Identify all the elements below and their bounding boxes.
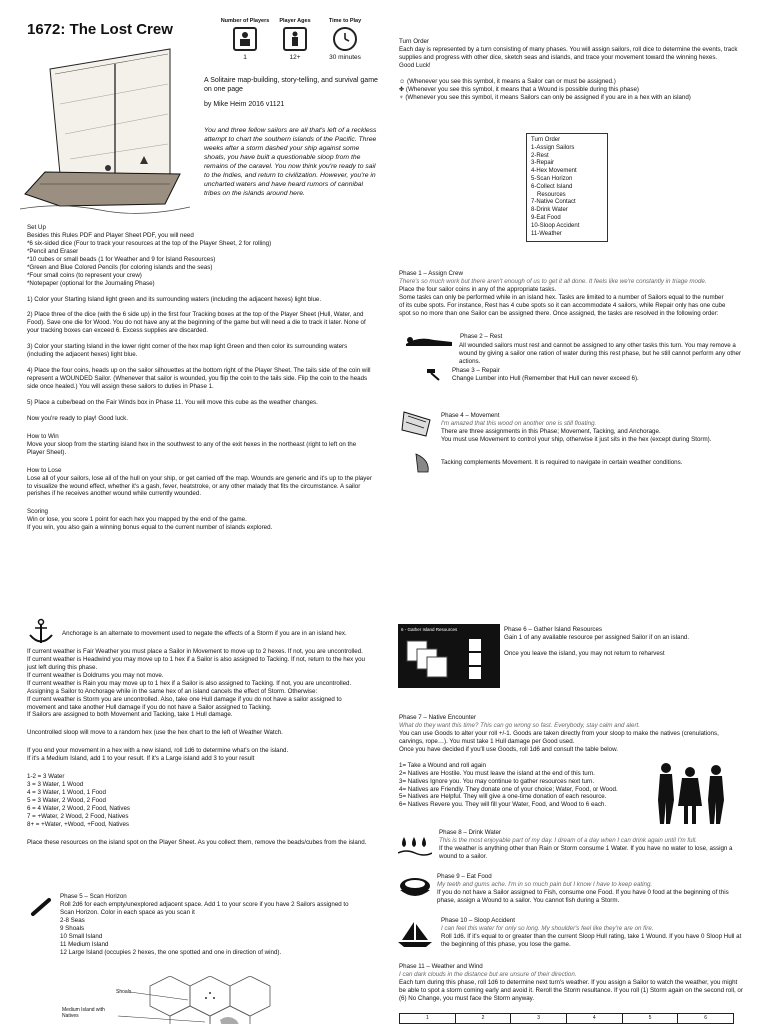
how-to-win: How to Win Move your sloop from the starting island hex in the southwest to any of the exit hexes in the northeast (right to left on the Player Sheet). <box>27 432 357 456</box>
phase-11-body: Each turn during this phase, roll 1d6 to determine next turn's weather. If you assign a Sailor to watch the weather, you might be able to spot a storm coming early and avoid it. Reroll the Storm resultance. If you roll (1) Storm again on the second roll, or (6) No Change, you must face the Storm anyway. <box>399 978 743 1002</box>
phase-2-title: Phase 2 – Rest <box>460 333 503 340</box>
weather-col-3: 3 <box>511 1014 567 1024</box>
setup-step-5: 5) Place a cube/bead on the Fair Winds box in Phase 11. You will move this cube as the weather changes. <box>27 398 318 406</box>
telescope-icon <box>30 895 52 920</box>
phase-1-body: Place the four sailor coins in any of the appropriate tasks. Some tasks can only be performed while in an island hex. Tasks are limited to a number of Sailors equal to the number of its cube spots. For instance, Rest has 4 cube spots so it can accommodate 4 sailors, while Repair only has one cube spot so no more than one Sailor can be assigned there. Once assigned, the tasks are resolved in the following order: <box>399 285 726 317</box>
natives-silhouette-icon <box>654 760 730 829</box>
phase-4-block <box>441 412 741 444</box>
island-resource-table: 1-2 = 3 Water 3 = 3 Water, 1 Wood 4 = 3 Water, 1 Wood, 1 Food 5 = 3 Water, 2 Wood, 2 Food 6 = 4 Water, 2 Wood, 2 Food, Natives 7 = +Water, 2 Wood, 2 Food, Natives 8+ = +Water, +Wood, +Food, Natives <box>27 773 131 828</box>
map-label-medium-island: Medium Island with Natives <box>62 1007 105 1019</box>
hammer-icon <box>426 367 442 384</box>
uncontrolled-rule: Uncontrolled sloop will move to a random hex (use the hex chart to the left of Weather Watch. <box>27 729 283 737</box>
ready-text: Now you're ready to play! Good luck. <box>27 414 128 422</box>
phase-11-block <box>399 963 744 1003</box>
good-luck: Good Luck! <box>399 61 431 69</box>
setup-list: Set Up Besides this Rules PDF and Player Sheet PDF, you will need *6 six-sided dice (Four to track your resources at the top of the Player Sheet, 2 for rolling) *Pencil and Eraser *10 cubes or small beads (1 for Weather and 9 for Island Resources) *Green and Blue Colored Pencils (for coloring islands and the seas) *Four small coins (to represent your crew) *Notepaper (optional for the Journaling Phase) <box>27 224 272 287</box>
phase-6-title: Phase 6 – Gather Island Resources <box>504 626 603 633</box>
tacking-text: Tacking complements Movement. It is required to navigate in certain weather conditions. <box>441 459 683 466</box>
phase-8-title: Phase 8 – Drink Water <box>439 829 502 836</box>
phase-3-title: Phase 3 – Repair <box>452 367 500 374</box>
movement-section <box>27 630 372 849</box>
phase-9-title: Phase 9 – Eat Food <box>437 873 492 880</box>
phase-10-block <box>441 917 744 949</box>
sloop-icon <box>398 920 432 951</box>
meta-time: Time to Play 30 minutes <box>328 18 362 62</box>
page-title: 1672: The Lost Crew <box>27 21 173 38</box>
wound-symbol-legend: ✤ (Whenever you see this symbol, it means that a Wound is possible during this phase) <box>399 85 639 93</box>
phase-2-block <box>460 333 745 341</box>
game-meta <box>220 18 385 62</box>
wound-symbol-icon: ✤ <box>399 85 406 93</box>
sailor-symbol-legend: ☺ (Whenever you see this symbol, it means a Sailor can or must be assigned.) <box>399 77 616 85</box>
how-to-lose: How to Lose Lose all of your sailors, lose all of the hull on your ship, or get carried off the map. Wounds are generic and it's up to the player to visualize the wound effect, whether it's a gash, fever, heatstroke, or any other malady that fits the circumstance. A sailor perishes if he receives another wound while currently wounded. <box>27 466 372 498</box>
turn-order-heading: Turn Order <box>399 38 430 45</box>
anchorage-text: Anchorage is an alternate to movement used to negate the effects of a Storm if you are in an island hex. <box>62 630 347 637</box>
water-drops-icon <box>398 835 432 860</box>
phase-10-body: Roll 1d6. If it's equal to or greater than the current Sloop Hull rating, take 1 Wound. If you have 0 Sloop Hull at the beginning of this phase, you lose the game. <box>441 932 742 948</box>
byline: by Mike Heim 2016 v1121 <box>204 101 285 109</box>
phase-2-body-wrap <box>399 342 744 366</box>
turn-order-body: Each day is represented by a turn consisting of many phases. You will assign sailors, roll dice to determine the events, track supplies and progress with other dice, sketch seas and islands, and trace your movement toward the winning hexes. <box>399 45 738 61</box>
phase-7-body: You can use Goods to alter your roll +/-1. Goods are taken directly from your sloop to make the natives (crenulations, carvings, rope…). You must take 1 Hull damage per Good used. Once you have decided if you'll use Goods, roll 1d6 and consult the table below. <box>399 729 719 753</box>
food-bowl-icon <box>398 876 432 903</box>
weather-rules: If current weather is Fair Weather you must place a Sailor in Movement to move up to 2 hexes. If not, you are uncontrolled. If current weather is Headwind you may move up to 1 hex if a Sailor is also assigned to Tacking. If not, return to the hex you just left during this phase. If current weather is Doldrums you may not move. If current weather is Rain you may move up to 1 hex if a Sailor is also assigned to Tacking. If not, you are uncontrolled. Assigning a Sailor to Anchorage while in the same hex of an island cancels the effect of Storm. Otherwise: If current weather is Storm you are uncontrolled. Also, take one Hull damage if you do not have a sailor assigned to movement and take another Hull damage if you do not have a Sailor assigned to Tacking. If Sailors are assigned to both Movement and Tacking, take 1 Hull damage. <box>27 647 365 719</box>
turn-order-intro <box>399 38 744 102</box>
phase-1-flavor: There's so much work but there aren't enough of us to get it all done. It feels like we're constantly in triage mode. <box>399 277 707 285</box>
phase-3-block <box>452 367 742 383</box>
phase-1-title: Phase 1 – Assign Crew <box>399 270 463 277</box>
phase-5-block: Phase 5 – Scan Horizon Roll 2d6 for each empty/unexplored adjacent space. Add 1 to your score if you have 2 Sailors assigned to Scan Horizon. Color in each space as you scan it 2-8 Seas 9 Shoals 10 Small Island 11 Medium Island 12 Large Island (occupies 2 hexes, the one spotted and one in direction of wind). <box>60 893 360 957</box>
place-resources-text: Place these resources on the island spot on the Player Sheet. As you collect them, remove the beads/cubes from the island. <box>27 838 367 846</box>
hex-map-example <box>60 976 290 1024</box>
phase-7-title: Phase 7 – Native Encounter <box>399 714 477 721</box>
weather-col-2: 2 <box>455 1014 511 1024</box>
turn-order-box: Turn Order 1-Assign Sailors 2-Rest 3-Repair 4-Hex Movement 5-Scan Horizon 6-Collect Island Resources 7-Native Contact 8-Drink Water 9-Eat Food 10-Sloop Accident 11-Weather <box>526 133 608 242</box>
phase-9-flavor: My teeth and gums ache. I'm in so much pain but I know I have to keep eating. <box>437 880 653 888</box>
sail-icon <box>412 452 434 477</box>
native-encounter-table: 1= Take a Wound and roll again 2= Natives are Hostile. You must leave the island at the end of this turn. 3= Natives Ignore you. You may continue to gather resources next turn. 4= Natives are Friendly. They donate one of your choice; Water, Food, or Wood. 5= Natives are Helpful. They will give a one-time donation of each resource. 6= Natives Revere you. They will fill your Water, Food, and Wood to 6 each. <box>399 761 618 809</box>
phase-6-body: Gain 1 of any available resource per assigned Sailor if on an island. <box>504 633 690 641</box>
meta-ages: Player Ages 12+ <box>279 18 311 62</box>
phase-10-title: Phase 10 – Sloop Accident <box>441 917 515 924</box>
phase-11-flavor: I can dark clouds in the distance but are unsure of their direction. <box>399 970 577 978</box>
phase-10-flavor: I can feel this water for only so long. My shoulder's feel like they're are on fire. <box>441 924 654 932</box>
phase-6-note: Once you leave the island, you may not return to reharvest <box>504 649 665 657</box>
phase-6-block <box>504 626 744 658</box>
age-icon <box>283 27 307 51</box>
players-icon <box>233 27 257 51</box>
clock-icon <box>333 27 357 51</box>
weather-col-1: 1 <box>400 1014 456 1024</box>
setup-section <box>27 224 372 532</box>
island-symbol-icon: ♆ <box>399 93 406 101</box>
weather-col-4: 4 <box>566 1014 622 1024</box>
phase-11-title: Phase 11 – Weather and Wind <box>399 963 483 970</box>
phase-8-flavor: This is the most enjoyable part of my day. I dream of a day when I can drink again until I'm full. <box>439 836 697 844</box>
phase-9-body: If you do not have a Sailor assigned to Fish, consume one Food. If you have 0 food at the beginning of this phase, assign a Wound to a sailor. You cannot fish during a Storm. <box>437 888 729 904</box>
symbol-legend <box>399 78 744 102</box>
phase-4-flavor: I'm amazed that this wood on another one is still floating. <box>441 419 597 427</box>
weather-table <box>399 1013 734 1024</box>
phase-5-title: Phase 5 – Scan Horizon <box>60 893 127 900</box>
phase-5-body: Roll 2d6 for each empty/unexplored adjacent space. Add 1 to your score if you have 2 Sailors assigned to Scan Horizon. Color in each space as you scan it <box>60 900 349 916</box>
phase-9-block <box>437 873 744 905</box>
phase-8-body: If the weather is anything other than Rain or Storm consume 1 Water. If you have no water to lose, assign a wound to a sailor. <box>439 844 733 860</box>
new-island-rule: If you end your movement in a hex with a new island, roll 1d6 to determine what's on the island. If it's a Medium Island, add 1 to your result. If it's a Large island add 3 to your result <box>27 747 289 763</box>
map-label-shoals: Shoals <box>116 989 132 995</box>
sailor-symbol-icon: ☺ <box>399 77 408 85</box>
story-intro: You and three fellow sailors are all that's left of a reckless attempt to chart the southern islands of the Pacific. Three weeks after a storm dashed your ship against some shoals, you have built a questionable sloop from the remains of the caravel. You now think you're ready to sail to the Indies, and return to civilization. However, you're in uncharted waters and have heard rumors of cannibal tribes on the islands around here. <box>204 127 377 198</box>
setup-step-4: 4) Place the four coins, heads up on the sailor silhouettes at the bottom right of the Player Sheet. The tails side of the coin will represent a WOUNDED Sailor. (Whenever that sailor is wounded, you flip the coin to the tails side. Flip the coin to the heads side once healed.) You will assign these sailors to duties in Phase 1. <box>27 367 371 390</box>
phase-4-title: Phase 4 – Movement <box>441 412 500 419</box>
weather-col-6: 6 <box>678 1014 734 1024</box>
phase-7-flavor: What do they want this time? This can go wrong so fast. Everybody, stay calm and alert. <box>399 721 640 729</box>
gather-resources-panel <box>398 624 500 688</box>
island-symbol-legend: ♆ (Whenever you see this symbol, it means Sailors can only be assigned if you are in a hex with an island) <box>399 93 691 101</box>
ship-wheel-icon <box>400 408 434 441</box>
phase-2-body: All wounded sailors must rest and cannot be assigned to any other tasks this turn. You may remove a wound by giving a sailor one ration of water during this rest phase, but he still cannot perform any other actions. <box>459 342 742 365</box>
phase-1-block <box>399 270 729 318</box>
scoring: Scoring Win or lose, you score 1 point for each hex you mapped by the end of the game. If you win, you also gain a winning bonus equal to the current number of islands explored. <box>27 508 273 532</box>
intro-block <box>204 76 379 112</box>
meta-players: Number of Players 1 <box>220 18 270 62</box>
setup-step-3: 3) Color your starting Island in the lower right corner of the hex map light Green and then color its surrounding waters (including the adjacent hexes) light blue. <box>27 343 348 359</box>
phase-8-block <box>439 829 744 861</box>
gather-panel-label: 6 - Gather Island Resources <box>401 627 458 632</box>
setup-step-1: 1) Color your Starting Island light green and its surrounding waters (including the adjacent hexes) light blue. <box>27 295 322 303</box>
setup-step-2: 2) Place three of the dice (with the 6 side up) in the first four Tracking boxes at the top of the Player Sheet (Hull, Water, and Food). Save one die for Wood. You do not have any at the beginning of the game but will need a die to track it later. None of your tracking boxes can exceed 6. Excess supplies are discarded. <box>27 311 366 335</box>
weather-col-5: 5 <box>622 1014 678 1024</box>
subtitle: A Solitaire map-building, story-telling, and survival game on one page <box>204 77 378 94</box>
sailing-ship-illustration <box>20 44 190 214</box>
phase-4-body: There are three assignments in this Phase; Movement, Tacking, and Anchorage. You must use Movement to control your ship, otherwise it just sits in the hex (except during Storm). <box>441 427 712 443</box>
phase-3-body: Change Lumber into Hull (Remember that Hull can never exceed 6). <box>452 374 639 382</box>
